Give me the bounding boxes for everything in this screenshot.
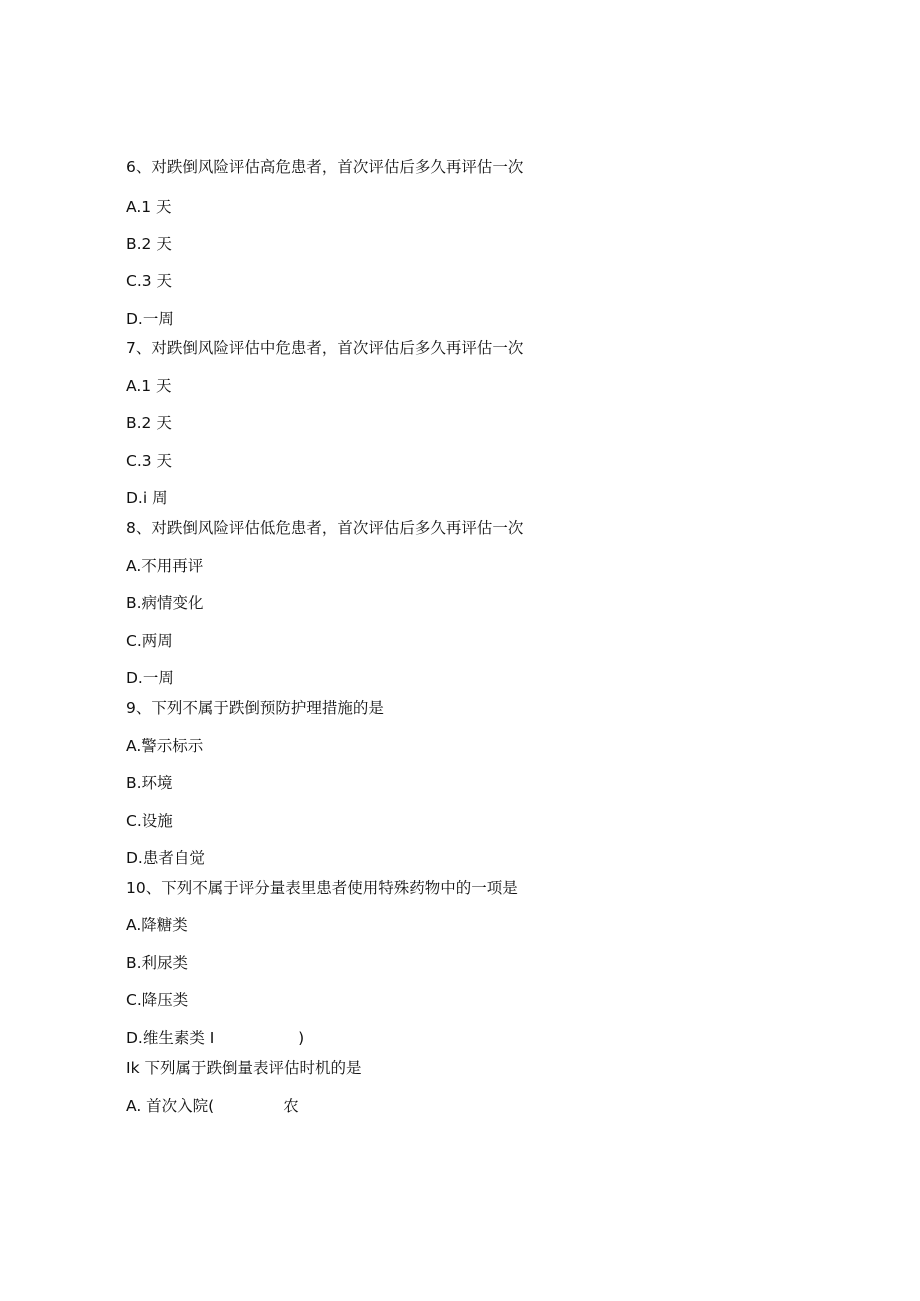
question-7-option-c: C.3 天 [126,452,173,470]
question-10-stem: 10、下列不属于评分量表里患者使用特殊药物中的一项是 [126,879,518,897]
question-8-option-d: D.一周 [126,669,174,687]
question-6-option-d: D.一周 [126,310,174,328]
question-7-option-b: B.2 天 [126,414,172,432]
question-9-option-a: A.警示标示 [126,737,204,755]
question-6-option-a: A.1 天 [126,198,172,216]
question-6-option-c: C.3 天 [126,272,173,290]
question-9-option-c: C.设施 [126,812,173,830]
question-8-option-b: B.病情变化 [126,594,204,612]
question-11-stem: Ik 下列属于跌倒量表评估时机的是 [126,1059,362,1077]
question-10-option-b: B.利尿类 [126,954,189,972]
question-6-option-b: B.2 天 [126,235,172,253]
question-8-option-c: C.两周 [126,632,173,650]
question-10-option-c: C.降压类 [126,991,189,1009]
question-8-option-a: A.不用再评 [126,557,204,575]
question-7-option-d: D.i 周 [126,489,168,507]
question-9-option-d: D.患者自觉 [126,849,205,867]
question-10-option-a: A.降糖类 [126,916,188,934]
question-11-option-a: A. 首次入院( 农 [126,1097,299,1115]
question-10-option-d: D.维生素类 I ) [126,1029,305,1047]
question-6-stem: 6、对跌倒风险评估高危患者，首次评估后多久再评估一次 [126,158,524,176]
question-8-stem: 8、对跌倒风险评估低危患者，首次评估后多久再评估一次 [126,519,524,537]
question-9-stem: 9、下列不属于跌倒预防护理措施的是 [126,699,384,717]
question-9-option-b: B.环境 [126,774,173,792]
question-7-option-a: A.1 天 [126,377,172,395]
question-7-stem: 7、对跌倒风险评估中危患者，首次评估后多久再评估一次 [126,339,524,357]
